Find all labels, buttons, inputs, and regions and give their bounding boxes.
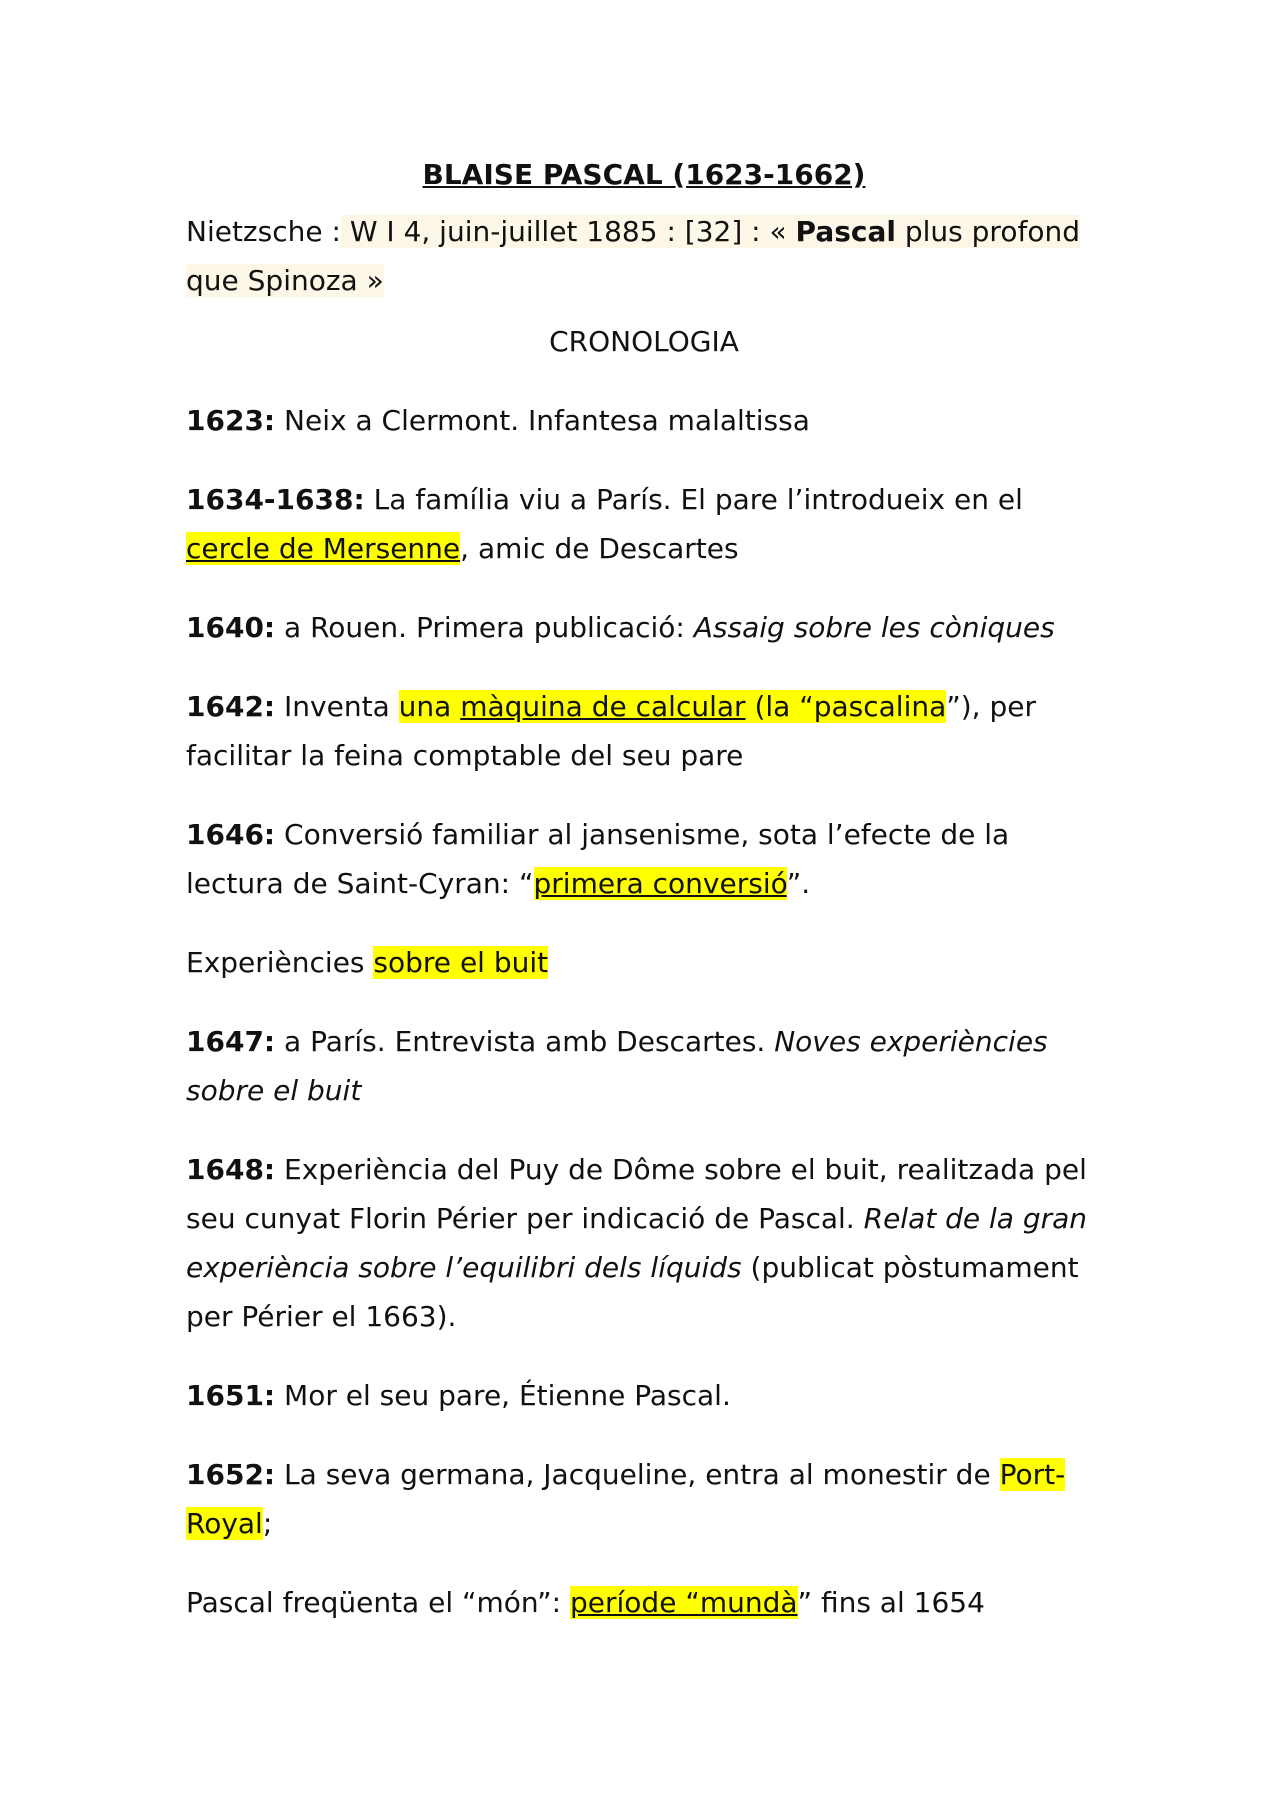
page-title: BLAISE PASCAL (1623-1662) [422,158,866,191]
work-title: Noves experiències sobre el buit [186,1025,1048,1107]
entry-year: 1646: [186,818,276,851]
quote-prefix: Nietzsche : [186,215,341,248]
entry-year: 1640: [186,611,276,644]
entry-year: 1647: [186,1025,276,1058]
section-heading: CRONOLOGIA [549,325,739,358]
highlight-periode-munda: període “mundà [570,1586,798,1619]
work-title: Assaig sobre les còniques [693,611,1055,644]
work-title: Relat de la gran experiència sobre l’equilibri dels líquids [186,1202,1088,1284]
entry-1642: 1642: Inventa una màquina de calcular (la “pascalina”), per facilitar la feina comptable del seu pare [186,690,1036,772]
highlight-port-royal: Port-Royal [186,1458,1066,1540]
entry-1634: 1634-1638: La família viu a París. El pare l’introdueix en el cercle de Mersenne, amic de Descartes [186,483,1023,565]
highlight-buit: sobre el buit [373,946,549,979]
highlight-calculator: una màquina de calcular (la “pascalina [398,690,947,723]
document-page [186,150,1102,1657]
quote-bold-name: Pascal [795,215,896,248]
quote-highlight: W I 4, juin-juillet 1885 : [32] : « Pascal plus profond que Spinoza » [186,215,1080,297]
entry-1623: 1623: Neix a Clermont. Infantesa malaltissa [186,404,810,437]
entry-year: 1634-1638: [186,483,365,516]
entry-1647: 1647: a París. Entrevista amb Descartes. Noves experiències sobre el buit [186,1025,1048,1107]
entry-1646: 1646: Conversió familiar al jansenisme, sota l’efecte de la lectura de Saint-Cyran: “primera conversió”. [186,818,1010,900]
entry-periode-munda: Pascal freqüenta el “món”: període “mundà” fins al 1654 [186,1586,985,1619]
entry-year: 1642: [186,690,276,723]
entry-1640: 1640: a Rouen. Primera publicació: Assaig sobre les còniques [186,611,1055,644]
entry-1652: 1652: La seva germana, Jacqueline, entra al monestir de Port-Royal; [186,1458,1066,1540]
entry-1648: 1648: Experiència del Puy de Dôme sobre el buit, realitzada pel seu cunyat Florin Périer per indicació de Pascal. Relat de la gran experiència sobre l’equilibri dels líquids (publicat pòstumament per Périer el 1663). [186,1153,1088,1333]
entry-year: 1652: [186,1458,276,1491]
entry-year: 1648: [186,1153,276,1186]
nietzsche-quote [186,207,1102,305]
highlight-mersenne: cercle de Mersenne [186,532,461,565]
entry-1651: 1651: Mor el seu pare, Étienne Pascal. [186,1379,731,1412]
entry-year: 1651: [186,1379,276,1412]
entry-experiencies: Experiències sobre el buit [186,946,549,979]
entry-year: 1623: [186,404,276,437]
highlight-primera-conversio: primera conversió [533,867,787,900]
